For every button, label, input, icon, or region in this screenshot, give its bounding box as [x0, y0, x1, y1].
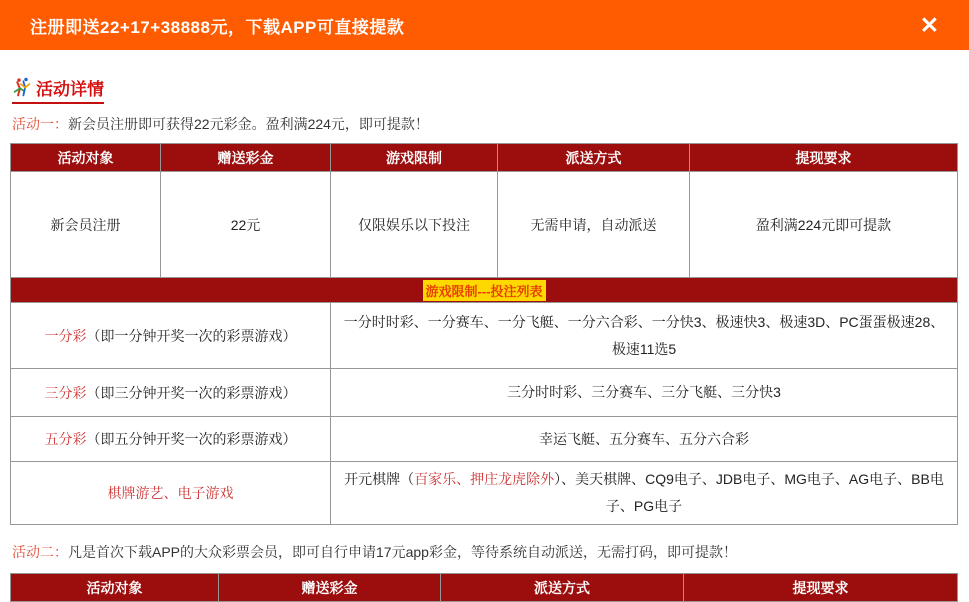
game-category: 五分彩（即五分钟开奖一次的彩票游戏） — [11, 417, 331, 462]
column-header: 赠送彩金 — [161, 144, 331, 172]
column-header: 派送方式 — [498, 144, 690, 172]
game-category: 一分彩（即一分钟开奖一次的彩票游戏） — [11, 303, 331, 369]
close-icon[interactable]: ✕ — [919, 11, 939, 38]
activity-logo-icon — [12, 77, 33, 98]
game-list: 三分时时彩、三分赛车、三分飞艇、三分快3 — [331, 369, 958, 417]
column-header: 提现要求 — [684, 574, 958, 602]
activity2-intro — [12, 542, 957, 562]
game-row-1min — [11, 303, 958, 369]
section-heading — [12, 75, 104, 104]
page-content — [0, 50, 969, 602]
column-header: 活动对象 — [11, 144, 161, 172]
promo-banner — [0, 0, 969, 50]
table-header-row — [11, 144, 958, 172]
cell-withdraw: 盈利满224元即可提款 — [690, 172, 958, 278]
cell-game-limit: 仅限娱乐以下投注 — [331, 172, 498, 278]
game-row-5min — [11, 417, 958, 462]
promo-banner-text: 注册即送22+17+38888元，下载APP可直接提款 — [30, 17, 405, 37]
game-row-3min — [11, 369, 958, 417]
activity1-label: 活动一： — [12, 116, 68, 132]
game-list: 一分时时彩、一分赛车、一分飞艇、一分六合彩、一分快3、极速快3、极速3D、PC蛋蛋极速28、极速11选5 — [331, 303, 958, 369]
table2-header-row — [11, 574, 958, 602]
game-row-boardgames — [11, 462, 958, 525]
promo-table-2 — [10, 573, 958, 602]
promo-table — [10, 143, 958, 525]
games-banner-row — [11, 278, 958, 303]
column-header: 活动对象 — [11, 574, 219, 602]
game-list: 幸运飞艇、五分赛车、五分六合彩 — [331, 417, 958, 462]
column-header: 提现要求 — [690, 144, 958, 172]
game-category: 棋牌游艺、电子游戏 — [11, 462, 331, 525]
activity1-text: 新会员注册即可获得22元彩金。盈利满224元，即可提款！ — [68, 116, 429, 132]
column-header: 派送方式 — [441, 574, 684, 602]
games-banner-highlight: 游戏限制---投注列表 — [423, 280, 546, 301]
game-list: 开元棋牌（百家乐、押庄龙虎除外）、美天棋牌、CQ9电子、JDB电子、MG电子、AG电子、BB电子、PG电子 — [331, 462, 958, 525]
cell-delivery: 无需申请，自动派送 — [498, 172, 690, 278]
page-title: 活动详情 — [36, 80, 104, 99]
table-row — [11, 172, 958, 278]
activity1-intro — [12, 114, 957, 134]
cell-bonus: 22元 — [161, 172, 331, 278]
column-header: 游戏限制 — [331, 144, 498, 172]
activity2-text: 凡是首次下载APP的大众彩票会员，即可自行申请17元app彩金，等待系统自动派送，无需打码，即可提款！ — [68, 544, 737, 560]
game-category: 三分彩（即三分钟开奖一次的彩票游戏） — [11, 369, 331, 417]
column-header: 赠送彩金 — [219, 574, 441, 602]
activity2-label: 活动二： — [12, 544, 68, 560]
cell-target: 新会员注册 — [11, 172, 161, 278]
